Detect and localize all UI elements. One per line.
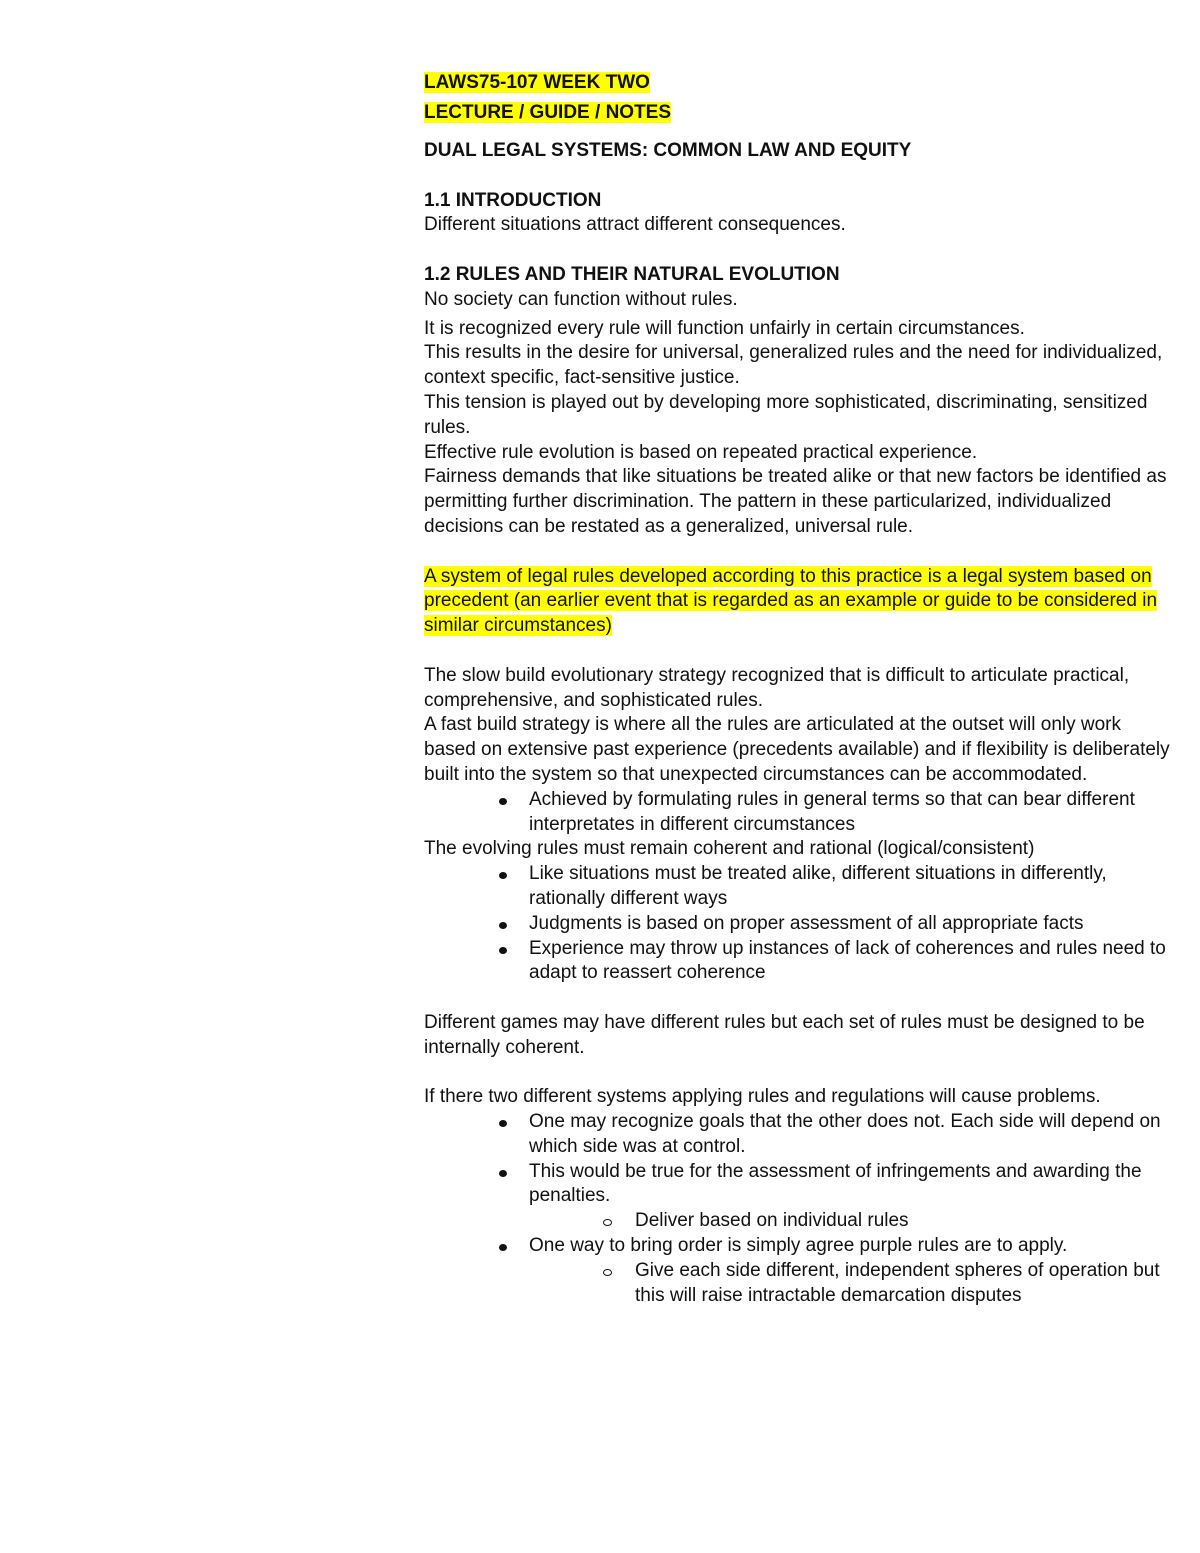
paragraph: If there two different systems applying rules and regulations will cause problems.	[424, 1086, 1101, 1108]
sub-bullet-list	[529, 1209, 1176, 1234]
bullet-icon	[499, 798, 507, 805]
bullet-icon	[499, 1244, 507, 1251]
sub-bullet-list	[529, 1259, 1176, 1309]
list-item: Judgments is based on proper assessment of all appropriate facts	[529, 912, 1176, 937]
highlighted-paragraph: A system of legal rules developed according to this practice is a legal system based on precedent (an earlier event that is regarded as an example or guide to be considered in similar circumstances)	[424, 565, 1158, 637]
list-item: This would be true for the assessment of infringements and awarding the penalties. Deliver based on individual rules	[529, 1160, 1176, 1234]
paragraph: The slow build evolutionary strategy recognized that is difficult to articulate practical, comprehensive, and sophisticated rules.	[424, 664, 1130, 711]
sub-list-item: Give each side different, independent spheres of operation but this will raise intractable demarcation disputes	[635, 1259, 1176, 1309]
bullet-list	[424, 1110, 1176, 1308]
section-1-2-heading: 1.2 RULES AND THEIR NATURAL EVOLUTION	[424, 263, 840, 285]
list-item: One way to bring order is simply agree purple rules are to apply. Give each side different, independent spheres of operation but this will raise intractable demarcation disputes	[529, 1234, 1176, 1308]
section-1-1-text: Different situations attract different consequences.	[424, 214, 846, 236]
list-item: Achieved by formulating rules in general terms so that can bear different interpretates in different circumstances	[529, 788, 1176, 838]
circle-bullet-icon	[603, 1219, 612, 1226]
bullet-icon	[499, 1170, 507, 1177]
bullet-icon	[499, 872, 507, 879]
paragraph: It is recognized every rule will function unfairly in certain circumstances.	[424, 317, 1025, 339]
paragraph: Effective rule evolution is based on repeated practical experience.	[424, 441, 978, 463]
sub-list-item: Deliver based on individual rules	[635, 1209, 1176, 1234]
course-title: LAWS75-107 WEEK TWO	[424, 72, 650, 93]
paragraph: Fairness demands that like situations be treated alike or that new factors be identified as permitting further discrimination. The pattern in these particularized, individualized decisions can be restated as a generalized, universal rule.	[424, 466, 1167, 537]
circle-bullet-icon	[603, 1269, 612, 1276]
paragraph: This results in the desire for universal, generalized rules and the need for individualized, context specific, fact-sensitive justice.	[424, 342, 1163, 389]
paragraph: This tension is played out by developing more sophisticated, discriminating, sensitized rules.	[424, 391, 1148, 438]
paragraph: The evolving rules must remain coherent and rational (logical/consistent)	[424, 838, 1035, 860]
bullet-icon	[499, 922, 507, 929]
document-subtitle: LECTURE / GUIDE / NOTES	[424, 102, 672, 123]
topic-heading: DUAL LEGAL SYSTEMS: COMMON LAW AND EQUITY	[424, 140, 912, 161]
document-page	[424, 68, 1176, 1308]
paragraph: Different games may have different rules but each set of rules must be designed to be internally coherent.	[424, 1011, 1145, 1058]
list-item: Experience may throw up instances of lack of coherences and rules need to adapt to reassert coherence	[529, 937, 1176, 987]
bullet-list	[424, 788, 1176, 838]
list-item: One may recognize goals that the other does not. Each side will depend on which side was at control.	[529, 1110, 1176, 1160]
section-1-1-heading: 1.1 INTRODUCTION	[424, 189, 602, 211]
paragraph: No society can function without rules.	[424, 288, 738, 310]
bullet-icon	[499, 1120, 507, 1127]
bullet-list	[424, 862, 1176, 986]
paragraph: A fast build strategy is where all the rules are articulated at the outset will only work based on extensive past experience (precedents available) and if flexibility is deliberately built into the system so that unexpected circumstances can be accommodated.	[424, 714, 1170, 785]
list-item: Like situations must be treated alike, different situations in differently, rationally different ways	[529, 862, 1176, 912]
bullet-icon	[499, 947, 507, 954]
